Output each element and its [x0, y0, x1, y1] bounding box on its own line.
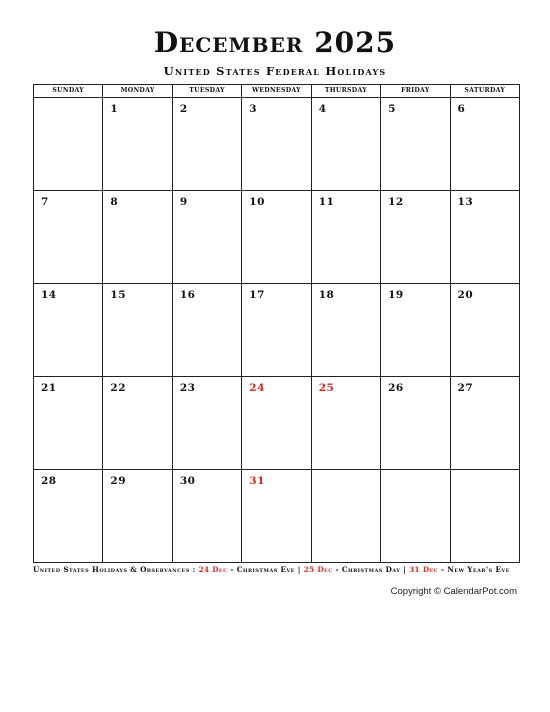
day-number: 10 — [249, 196, 265, 208]
notes-prefix: United States Holidays & Observances : — [33, 565, 196, 574]
day-number: 11 — [318, 196, 335, 208]
week-row — [34, 470, 520, 563]
note-name-1: Christmas Eve — [236, 565, 295, 574]
day-cell — [172, 191, 241, 284]
day-number: 15 — [110, 289, 127, 301]
day-cell — [311, 98, 380, 191]
day-cell — [311, 377, 380, 470]
day-cell — [381, 377, 450, 470]
day-cell — [242, 470, 311, 563]
calendar-body — [34, 98, 520, 563]
holiday-day-number: 25 — [318, 382, 335, 394]
weekday-monday: MONDAY — [103, 85, 172, 98]
day-cell — [172, 98, 241, 191]
day-cell — [34, 377, 103, 470]
day-number: 4 — [318, 103, 327, 115]
day-cell — [311, 191, 380, 284]
day-number: 21 — [41, 382, 57, 394]
day-number: 29 — [110, 475, 127, 487]
weekday-tuesday: TUESDAY — [172, 85, 241, 98]
day-number: 26 — [388, 382, 404, 394]
day-cell — [242, 284, 311, 377]
day-number: 23 — [179, 382, 196, 394]
day-cell — [103, 98, 172, 191]
weekday-thursday: THURSDAY — [311, 85, 380, 98]
day-number: 30 — [179, 475, 196, 487]
day-number: 9 — [179, 196, 188, 208]
day-number: 7 — [41, 196, 49, 208]
day-number: 1 — [110, 103, 119, 115]
empty-day-cell — [311, 470, 380, 563]
week-row — [34, 284, 520, 377]
day-cell — [103, 191, 172, 284]
day-number: 5 — [388, 103, 396, 115]
page-subtitle: United States Federal Holidays — [163, 64, 387, 78]
calendar-grid — [33, 84, 520, 563]
day-cell — [381, 98, 450, 191]
day-cell — [172, 284, 241, 377]
empty-day-cell — [381, 470, 450, 563]
empty-day-cell — [450, 470, 519, 563]
holiday-day-number: 24 — [249, 382, 265, 394]
day-number: 3 — [249, 103, 258, 115]
day-number: 14 — [41, 289, 57, 301]
empty-day-cell — [34, 98, 103, 191]
day-cell — [103, 284, 172, 377]
weekday-wednesday: WEDNESDAY — [242, 85, 311, 98]
note-date-3: 31 Dec — [409, 565, 439, 574]
day-number: 17 — [249, 289, 265, 301]
day-number: 12 — [388, 196, 404, 208]
day-cell — [450, 377, 519, 470]
copyright-link[interactable]: Copyright © CalendarPot.com — [390, 586, 517, 597]
day-number: 6 — [457, 103, 466, 115]
page-title: December 2025 — [153, 26, 397, 59]
day-cell — [450, 98, 519, 191]
weekday-header-row — [34, 85, 520, 98]
weekday-sunday: SUNDAY — [34, 85, 103, 98]
day-number: 22 — [110, 382, 127, 394]
day-number: 20 — [457, 289, 474, 301]
note-name-3: New Year's Eve — [447, 565, 510, 574]
day-number: 13 — [457, 196, 474, 208]
week-row — [34, 377, 520, 470]
day-number: 8 — [110, 196, 119, 208]
day-number: 16 — [179, 289, 196, 301]
day-cell — [242, 377, 311, 470]
holiday-day-number: 31 — [249, 475, 265, 487]
day-cell — [242, 191, 311, 284]
day-cell — [450, 284, 519, 377]
day-cell — [381, 191, 450, 284]
day-cell — [172, 377, 241, 470]
weekday-saturday: SATURDAY — [450, 85, 519, 98]
note-date-1: 24 Dec — [198, 565, 228, 574]
day-number: 18 — [318, 289, 335, 301]
day-cell — [34, 191, 103, 284]
weekday-friday: FRIDAY — [381, 85, 450, 98]
week-row — [34, 98, 520, 191]
day-number: 28 — [41, 475, 57, 487]
day-cell — [450, 191, 519, 284]
note-name-2: Christmas Day — [341, 565, 401, 574]
week-row — [34, 191, 520, 284]
holiday-notes: United States Holidays & Observances : 24 Dec - Christmas Eve | 25 Dec - Christmas Day | 31 Dec - New Year's Eve — [33, 565, 510, 574]
day-cell — [103, 377, 172, 470]
day-number: 2 — [179, 103, 188, 115]
day-cell — [34, 470, 103, 563]
day-cell — [103, 470, 172, 563]
day-cell — [242, 98, 311, 191]
day-number: 27 — [457, 382, 474, 394]
note-date-2: 25 Dec — [303, 565, 333, 574]
day-number: 19 — [388, 289, 404, 301]
day-cell — [34, 284, 103, 377]
day-cell — [172, 470, 241, 563]
day-cell — [311, 284, 380, 377]
day-cell — [381, 284, 450, 377]
